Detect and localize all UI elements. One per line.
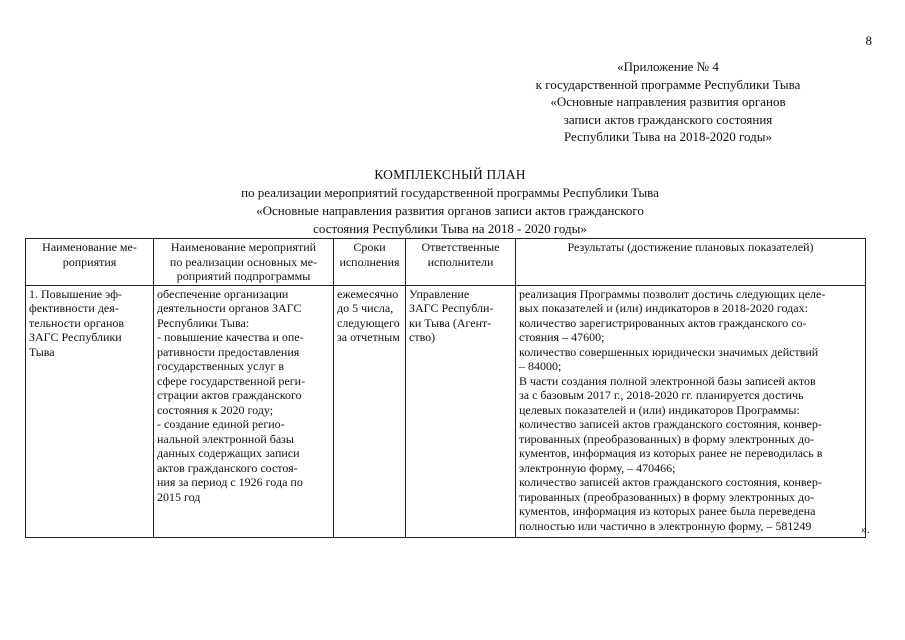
appendix-line: Республики Тыва на 2018-2020 годы»: [563, 129, 773, 144]
text-line: исполнения: [339, 254, 400, 269]
text-line: государственных услуг в: [157, 359, 285, 373]
text-line: Наименование мероприятий: [170, 240, 317, 254]
closing-quote-mark: ».: [861, 522, 870, 536]
appendix-line: «Основные направления развития органов: [550, 94, 786, 109]
text-line: тированных (преобразованных) в форму электронных до-: [519, 489, 815, 504]
text-line: вых показателей и (или) индикаторов в 2018-2020 годах:: [519, 301, 808, 315]
text-line: реализация Программы позволит достичь следующих целе-: [519, 286, 826, 301]
text-line: Наименование ме-: [42, 240, 137, 254]
text-line: Тыва: [29, 344, 55, 359]
text-line: 1. Повышение эф-: [29, 286, 122, 301]
text-line: Республики Тыва:: [157, 315, 250, 330]
text-line: - создание единой регио-: [157, 417, 285, 431]
header-deadline: [334, 239, 406, 286]
text-line: за отчетным: [337, 330, 400, 344]
appendix-header: [480, 58, 856, 146]
header-results: [516, 239, 866, 286]
table-row: [26, 285, 866, 538]
text-line: Ответственные: [421, 240, 500, 254]
appendix-line: «Приложение № 4: [617, 59, 719, 74]
text-line: электронную форму, – 470466;: [519, 460, 676, 475]
cell-responsible: [406, 285, 516, 538]
header-subactivities: [154, 239, 334, 286]
title-line: по реализации мероприятий государственной программы Республики Тыва: [241, 185, 659, 200]
plan-table: [25, 238, 866, 538]
title-line: состояния Республики Тыва на 2018 - 2020 годы»: [313, 221, 587, 236]
text-line: до 5 числа,: [337, 301, 394, 315]
text-line: количество совершенных юридически значимых действий: [519, 344, 819, 359]
text-line: деятельности органов ЗАГС: [157, 301, 302, 315]
text-line: 2015 год: [157, 489, 201, 504]
page-number: 8: [865, 33, 872, 48]
text-line: стояния – 47600;: [519, 330, 605, 344]
text-line: кументов, информация из которых ранее не переводилась в: [519, 446, 823, 460]
text-line: фективности дея-: [29, 301, 119, 315]
text-line: ративности предоставления: [157, 344, 300, 359]
text-line: Результаты (достижение плановых показателей): [567, 240, 814, 254]
text-line: - повышение качества и опе-: [157, 330, 304, 344]
text-line: тированных (преобразованных) в форму электронных до-: [519, 431, 815, 446]
text-line: ЗАГС Республи-: [409, 301, 494, 315]
cell-results: [516, 285, 866, 538]
text-line: количество зарегистрированных актов гражданского со-: [519, 315, 807, 330]
table-header-row: [26, 239, 866, 286]
text-line: В части создания полной электронной базы записей актов: [519, 373, 816, 388]
text-line: ки Тыва (Агент-: [409, 315, 492, 330]
text-line: за с базовым 2017 г., 2018-2020 гг. планируется достичь: [519, 388, 804, 402]
text-line: Управление: [409, 286, 470, 301]
text-line: кументов, информация из которых ранее была переведена: [519, 504, 816, 518]
text-line: страции актов гражданского: [157, 388, 302, 402]
text-line: роприятий подпрограммы: [176, 269, 311, 283]
cell-activity-name: [26, 285, 154, 538]
text-line: количество записей актов гражданского состояния, конвер-: [519, 475, 822, 489]
text-line: по реализации основных ме-: [169, 254, 318, 269]
text-line: количество записей актов гражданского состояния, конвер-: [519, 417, 822, 431]
appendix-line: к государственной программе Республики Тыва: [535, 76, 801, 92]
text-line: полностью или частично в электронную форму, – 581249: [519, 518, 812, 533]
cell-subactivities: [154, 285, 334, 538]
text-line: Сроки: [353, 240, 386, 254]
text-line: ЗАГС Республики: [29, 330, 122, 344]
document-title: [170, 166, 730, 238]
appendix-line: записи актов гражданского состояния: [563, 111, 773, 127]
cell-deadline: [334, 285, 406, 538]
text-line: роприятия: [62, 254, 117, 269]
text-line: ния за период с 1926 года по: [157, 475, 303, 489]
text-line: следующего: [337, 315, 400, 330]
text-line: состояния к 2020 году;: [157, 402, 274, 417]
text-line: данных содержащих записи: [157, 446, 300, 460]
text-line: нальной электронной базы: [157, 431, 294, 446]
text-line: целевых показателей и (или) индикаторов Программы:: [519, 402, 800, 417]
header-activity-name: [26, 239, 154, 286]
text-line: ежемесячно: [337, 286, 399, 301]
text-line: обеспечение организации: [157, 286, 289, 301]
title-line: «Основные направления развития органов записи актов гражданского: [256, 203, 644, 218]
text-line: тельности органов: [29, 315, 125, 330]
text-line: ство): [409, 330, 436, 344]
text-line: сфере государственной реги-: [157, 373, 306, 388]
text-line: – 84000;: [519, 359, 562, 373]
header-responsible: [406, 239, 516, 286]
text-line: исполнители: [427, 254, 494, 269]
text-line: актов гражданского состоя-: [157, 460, 298, 475]
title-main: КОМПЛЕКСНЫЙ ПЛАН: [374, 167, 526, 182]
